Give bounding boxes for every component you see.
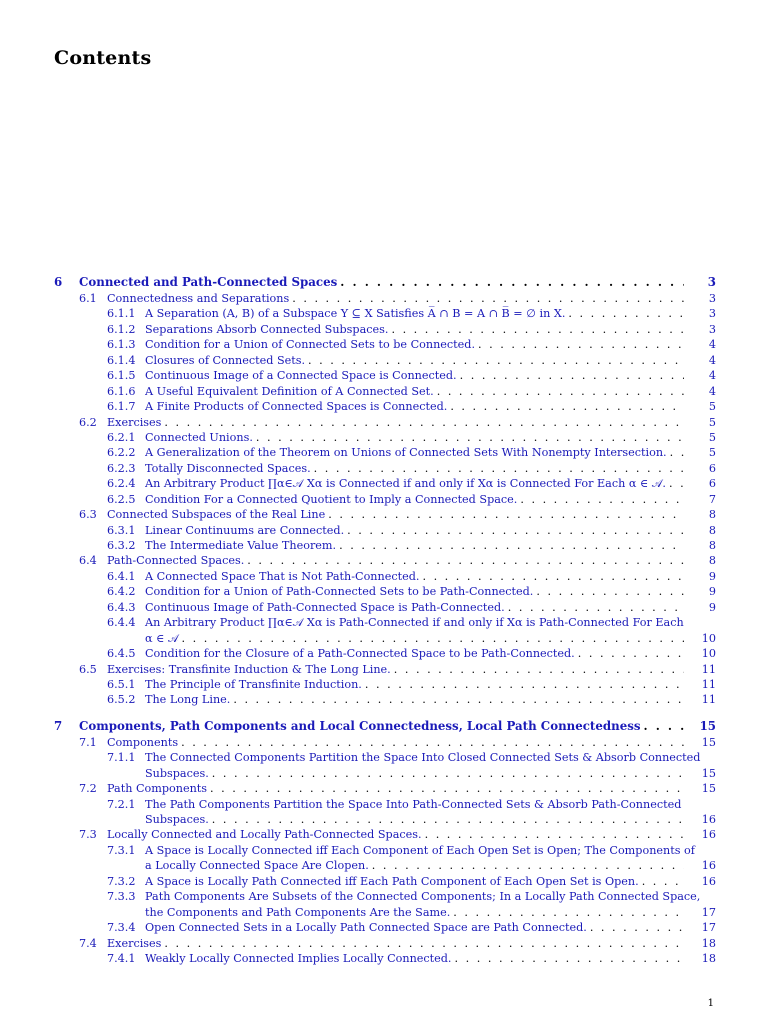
dot-leader (230, 692, 684, 707)
toc-subsection-entry[interactable] (0, 677, 768, 692)
toc-page-number[interactable]: 4 (708, 369, 716, 383)
toc-entry-number: 6.4.3 (107, 600, 136, 614)
toc-entry-number: 6.5.1 (107, 677, 136, 691)
toc-entry-number: 7.3 (79, 828, 97, 842)
toc-page-number[interactable]: 16 (701, 859, 716, 873)
toc-entry-line (145, 646, 684, 661)
toc-entry-number: 6.2 (79, 415, 97, 429)
toc-entry-number: 6.1.4 (107, 353, 136, 367)
toc-subsection-entry[interactable] (0, 920, 768, 935)
toc-page-number[interactable]: 8 (708, 539, 716, 552)
toc-page-number[interactable]: 16 (701, 828, 716, 842)
toc-entry-number: 6.1.1 (107, 307, 136, 321)
toc-entry-line (107, 415, 684, 430)
toc-subsection-entry[interactable] (0, 584, 768, 599)
toc-page-number[interactable]: 3 (708, 292, 716, 305)
toc-subsection-entry[interactable] (0, 569, 768, 584)
toc-entry-number: 6.2.4 (107, 477, 136, 491)
dot-leader (575, 646, 684, 661)
toc-page-number[interactable]: 16 (701, 813, 716, 826)
toc-section-entry[interactable] (0, 936, 768, 951)
toc-page-number[interactable]: 4 (708, 384, 716, 398)
toc-entry-line (145, 368, 684, 383)
toc-subsection-entry[interactable] (0, 399, 768, 414)
toc-entry-line (145, 430, 684, 445)
toc-entry-link[interactable]: Weakly Locally Connected Implies Locally Connected. (145, 951, 452, 965)
toc-entry-link[interactable]: Condition for a Union of Connected Sets to be Connected. (145, 338, 476, 352)
toc-entry-link[interactable]: A Connected Space That is Not Path-Connected. (145, 569, 420, 583)
dot-leader (337, 274, 684, 291)
toc-entry-link[interactable]: Components (107, 735, 179, 749)
toc-page-number[interactable]: 11 (701, 693, 716, 707)
dot-leader (161, 936, 684, 951)
toc-entry-link[interactable]: Separations Absorb Connected Subspaces. (145, 322, 389, 336)
dot-leader (388, 322, 684, 337)
toc-entry-number: 7.4.1 (107, 951, 136, 965)
toc-page-number[interactable]: 4 (708, 353, 716, 367)
toc-page-number[interactable]: 8 (708, 508, 716, 522)
toc-entry-line (145, 322, 684, 337)
dot-leader (207, 781, 684, 796)
dot-leader (179, 631, 684, 646)
toc-entry-line (107, 662, 684, 677)
toc-entry-continuation[interactable] (0, 631, 768, 646)
toc-subsection-entry[interactable] (0, 476, 768, 491)
toc-entry-line (145, 353, 684, 368)
dot-leader (450, 905, 684, 920)
toc-entry-link[interactable]: Exercises: Transfinite Induction & The Long Line. (107, 662, 391, 676)
toc-entry-link[interactable]: Condition For a Connected Quotient to Imply a Connected Space. (145, 492, 518, 506)
toc-page-number[interactable]: 5 (708, 400, 716, 414)
toc-subsection-entry[interactable] (0, 843, 768, 858)
toc-entry-number: 6.3 (79, 508, 97, 522)
toc-page-number[interactable]: 3 (707, 275, 716, 289)
toc-entry-link[interactable]: Exercises (107, 415, 162, 429)
toc-entry-line (145, 337, 684, 352)
toc-entry-number: 6.5.2 (107, 693, 136, 707)
dot-leader (505, 600, 684, 615)
toc-entry-line (107, 735, 684, 750)
toc-page-number[interactable]: 11 (701, 662, 716, 676)
toc-page-number[interactable]: 18 (701, 951, 716, 965)
toc-entry-line (145, 538, 684, 553)
toc-subsection-entry[interactable] (0, 600, 768, 615)
toc-entry-link[interactable]: a Locally Connected Space Are Clopen. (145, 859, 369, 873)
toc-page-number[interactable]: 17 (701, 905, 716, 919)
toc-page-number[interactable]: 4 (708, 338, 716, 352)
toc-entry-link[interactable]: An Arbitrary Product ∏α∈𝒜 Xα is Path-Connected if and only if Xα is Path-Connected For Each (145, 616, 684, 630)
toc-entry-line (107, 936, 684, 951)
toc-entry-number: 7 (54, 718, 63, 733)
toc-entry-number: 6.1.6 (107, 384, 136, 398)
toc-entry-link[interactable]: A Space is Locally Connected iff Each Component of Each Open Set is Open; The Components of (145, 843, 695, 857)
toc-entry-number: 7.2.1 (107, 797, 136, 811)
toc-entry-number: 6.1.5 (107, 369, 136, 383)
dot-leader (475, 337, 684, 352)
toc-subsection-entry[interactable] (0, 797, 768, 812)
toc-entry-number: 6.1.7 (107, 400, 136, 414)
dot-leader (452, 951, 685, 966)
toc-entry-number: 6.4.2 (107, 585, 136, 599)
toc-entry-link[interactable]: Totally Disconnected Spaces. (145, 461, 311, 475)
toc-page-number[interactable]: 15 (701, 782, 716, 796)
dot-leader (587, 920, 684, 935)
toc-entry-line (145, 631, 684, 646)
toc-entry-number: 7.3.2 (107, 874, 136, 888)
toc-entry-line (107, 781, 684, 796)
dot-leader (305, 353, 684, 368)
toc-entry-number: 7.2 (79, 782, 97, 796)
toc-entry-link[interactable]: Continuous Image of a Connected Space is Connected. (145, 369, 457, 383)
toc-page-number[interactable]: 8 (708, 523, 716, 537)
toc-page-number[interactable]: 15 (701, 735, 716, 749)
toc-entry-link[interactable]: The Principle of Transfinite Induction. (145, 677, 362, 691)
toc-entry-link[interactable]: Locally Connected and Locally Path-Connected Spaces. (107, 828, 422, 842)
toc-page-number[interactable]: 10 (701, 647, 716, 661)
toc-page-number[interactable]: 5 (708, 430, 716, 444)
toc-entry-line (107, 827, 684, 842)
dot-leader (289, 291, 684, 306)
toc-entry-number: 7.3.4 (107, 921, 136, 935)
toc-chapter-entry[interactable] (0, 274, 768, 291)
table-of-contents (0, 274, 768, 966)
dot-leader (565, 306, 684, 321)
toc-entry-line (145, 874, 684, 889)
toc-entry-line (145, 523, 684, 538)
dot-leader (639, 874, 684, 889)
toc-entry-number: 7.4 (79, 936, 97, 950)
toc-entry-number: 6.1.2 (107, 322, 136, 336)
dot-leader (209, 766, 684, 781)
toc-entry-line (145, 399, 684, 414)
toc-entry-line (145, 905, 684, 920)
toc-entry-line (145, 461, 684, 476)
toc-entry-link[interactable]: Subspaces. (145, 766, 209, 780)
toc-entry-link[interactable]: Condition for a Union of Path-Connected Sets to be Path-Connected. (145, 585, 534, 599)
dot-leader (447, 399, 684, 414)
dot-leader (666, 476, 684, 491)
toc-entry-continuation[interactable] (0, 766, 768, 781)
toc-page-number[interactable]: 15 (701, 766, 716, 780)
toc-entry-link[interactable]: Open Connected Sets in a Locally Path Connected Space are Path Connected. (145, 921, 587, 935)
toc-entry-line (145, 569, 684, 584)
toc-page-number[interactable]: 9 (708, 569, 716, 583)
toc-subsection-entry[interactable] (0, 874, 768, 889)
toc-entry-number: 6.4.4 (107, 616, 136, 630)
dot-leader (336, 538, 684, 553)
toc-page-number[interactable]: 10 (701, 631, 716, 645)
toc-page-number[interactable]: 5 (708, 446, 716, 460)
toc-entry-link[interactable]: the Components and Path Components Are the Same. (145, 905, 451, 919)
toc-entry-number: 6.2.3 (107, 461, 136, 475)
toc-entry-number: 7.3.1 (107, 843, 136, 857)
toc-entry-number: 7.1 (79, 735, 97, 749)
toc-entry-link[interactable]: The Long Line. (145, 693, 231, 707)
toc-section-entry[interactable] (0, 735, 768, 750)
toc-page-number[interactable]: 6 (708, 461, 716, 475)
toc-section-entry[interactable] (0, 662, 768, 677)
dot-leader (517, 492, 684, 507)
toc-entry-link[interactable]: Components, Path Components and Local Connectedness, Local Path Connectedness (79, 718, 641, 733)
toc-entry-link[interactable]: An Arbitrary Product ∏α∈𝒜 Xα is Connected if and only if Xα is Connected For Each α ∈ 𝒜. (145, 477, 666, 491)
dot-leader (344, 523, 684, 538)
dot-leader (533, 584, 684, 599)
toc-entry-number: 6.3.2 (107, 539, 136, 552)
toc-subsection-entry[interactable] (0, 306, 768, 321)
toc-entry-number: 6.1 (79, 292, 97, 305)
toc-entry-link[interactable]: A Generalization of the Theorem on Unions of Connected Sets With Nonempty Intersection. (145, 446, 667, 460)
toc-entry-line (145, 812, 684, 827)
toc-entry-line (145, 692, 684, 707)
toc-subsection-entry[interactable] (0, 615, 768, 630)
toc-entry-number: 6.4 (79, 554, 97, 568)
toc-page-number[interactable]: 11 (701, 677, 716, 691)
toc-section-entry[interactable] (0, 507, 768, 522)
dot-leader (369, 858, 684, 873)
dot-leader (391, 662, 684, 677)
toc-entry-link[interactable]: α ∈ 𝒜 (145, 631, 179, 645)
toc-page-number[interactable]: 9 (708, 585, 716, 599)
dot-leader (667, 445, 684, 460)
toc-section-entry[interactable] (0, 291, 768, 306)
dot-leader (457, 368, 684, 383)
toc-entry-number: 7.1.1 (107, 751, 136, 765)
dot-leader (419, 569, 684, 584)
toc-entry-line (145, 858, 684, 873)
toc-entry-continuation[interactable] (0, 905, 768, 920)
toc-section-entry[interactable] (0, 553, 768, 568)
dot-leader (253, 430, 684, 445)
toc-entry-number: 6.2.2 (107, 446, 136, 460)
toc-entry-link[interactable]: The Connected Components Partition the Space Into Closed Connected Sets & Absorb Connected (145, 751, 701, 765)
dot-leader (325, 507, 684, 522)
toc-entry-link[interactable]: Linear Continuums are Connected. (145, 523, 345, 537)
toc-subsection-entry[interactable] (0, 384, 768, 399)
toc-entry-line (145, 384, 684, 399)
toc-page-number[interactable]: 17 (701, 921, 716, 935)
toc-section-entry[interactable] (0, 415, 768, 430)
toc-subsection-entry[interactable] (0, 951, 768, 966)
toc-subsection-entry[interactable] (0, 692, 768, 707)
toc-subsection-entry[interactable] (0, 445, 768, 460)
toc-entry-line (145, 584, 684, 599)
toc-entry-number: 6.3.1 (107, 523, 136, 537)
dot-leader (434, 384, 684, 399)
toc-entry-link[interactable]: A Space is Locally Path Connected iff Each Path Component of Each Open Set is Open. (145, 874, 639, 888)
toc-subsection-entry[interactable] (0, 461, 768, 476)
dot-leader (311, 461, 684, 476)
dot-leader (244, 553, 684, 568)
toc-entry-link[interactable]: A Finite Products of Connected Spaces is Connected. (145, 400, 448, 414)
toc-page-number[interactable]: 6 (708, 477, 716, 491)
toc-entry-line (107, 507, 684, 522)
toc-entry-number: 7.3.3 (107, 890, 136, 904)
toc-subsection-entry[interactable] (0, 337, 768, 352)
toc-page-number[interactable]: 3 (708, 307, 716, 321)
toc-page-number[interactable]: 7 (708, 492, 716, 506)
toc-entry-line (107, 553, 684, 568)
toc-entry-link[interactable]: Closures of Connected Sets. (145, 353, 306, 367)
toc-subsection-entry[interactable] (0, 523, 768, 538)
dot-leader (640, 718, 684, 735)
toc-entry-link[interactable]: Path Components (107, 782, 208, 796)
toc-entry-link[interactable]: Continuous Image of Path-Connected Space is Path-Connected. (145, 600, 505, 614)
dot-leader (161, 415, 684, 430)
toc-entry-line (145, 920, 684, 935)
toc-page-number[interactable]: 15 (699, 718, 716, 733)
toc-page-number[interactable]: 16 (701, 874, 716, 888)
toc-entry-number: 6.4.1 (107, 569, 136, 583)
toc-entry-continuation[interactable] (0, 858, 768, 873)
toc-entry-number: 6.4.5 (107, 647, 136, 661)
dot-leader (209, 812, 684, 827)
toc-subsection-entry[interactable] (0, 646, 768, 661)
toc-entry-line (145, 677, 684, 692)
toc-entry-line (145, 306, 684, 321)
toc-entry-number: 6.1.3 (107, 338, 136, 352)
toc-page-number[interactable]: 5 (708, 415, 716, 429)
toc-entry-link[interactable]: Subspaces. (145, 813, 209, 826)
toc-entry-line (145, 600, 684, 615)
toc-entry-number: 6.2.1 (107, 430, 136, 444)
toc-page-number[interactable]: 3 (708, 322, 716, 336)
toc-subsection-entry[interactable] (0, 430, 768, 445)
page-title: Contents (54, 47, 152, 69)
dot-leader (362, 677, 684, 692)
toc-entry-number: 6.5 (79, 662, 97, 676)
dot-leader (422, 827, 684, 842)
toc-subsection-entry[interactable] (0, 322, 768, 337)
toc-entry-number: 6.2.5 (107, 492, 136, 506)
toc-entry-link[interactable]: Connected Subspaces of the Real Line (107, 508, 326, 522)
toc-entry-link[interactable]: A Useful Equivalent Definition of A Connected Set. (145, 384, 434, 398)
toc-entry-link[interactable]: Condition for the Closure of a Path-Connected Space to be Path-Connected. (145, 647, 575, 661)
toc-entry-link[interactable]: Path Components Are Subsets of the Connected Components; In a Locally Path Connected Space, (145, 890, 701, 904)
toc-entry-line (79, 274, 684, 291)
toc-subsection-entry[interactable] (0, 492, 768, 507)
dot-leader (178, 735, 684, 750)
toc-entry-link[interactable]: The Intermediate Value Theorem. (145, 539, 337, 552)
toc-entry-line (107, 291, 684, 306)
page-number: 1 (707, 998, 714, 1009)
toc-entry-line (145, 951, 684, 966)
toc-entry-number: 6 (54, 275, 63, 289)
toc-subsection-entry[interactable] (0, 538, 768, 553)
toc-entry-link[interactable]: The Path Components Partition the Space Into Path-Connected Sets & Absorb Path-Connected (145, 797, 682, 811)
toc-entry-line (79, 718, 684, 735)
toc-entry-link[interactable]: Path-Connected Spaces. (107, 554, 245, 568)
toc-entry-line (145, 476, 684, 491)
toc-subsection-entry[interactable] (0, 368, 768, 383)
toc-page-number[interactable]: 9 (708, 600, 716, 614)
toc-entry-link[interactable]: Exercises (107, 936, 162, 950)
toc-section-entry[interactable] (0, 827, 768, 842)
toc-entry-link[interactable]: A Separation (A, B) of a Subspace Y ⊆ X Satisfies A̅ ∩ B = A ∩ B̅ = ∅ in X. (145, 307, 566, 321)
toc-entry-line (145, 766, 684, 781)
toc-subsection-entry[interactable] (0, 353, 768, 368)
toc-entry-line (145, 445, 684, 460)
toc-page-number[interactable]: 18 (701, 936, 716, 950)
toc-chapter-entry[interactable] (0, 718, 768, 735)
toc-page-number[interactable]: 8 (708, 554, 716, 568)
toc-entry-continuation[interactable] (0, 812, 768, 827)
toc-entry-link[interactable]: Connected Unions. (145, 430, 253, 444)
toc-entry-link[interactable]: Connectedness and Separations (107, 292, 290, 305)
toc-subsection-entry[interactable] (0, 750, 768, 765)
toc-section-entry[interactable] (0, 781, 768, 796)
toc-subsection-entry[interactable] (0, 889, 768, 904)
toc-entry-line (145, 492, 684, 507)
toc-entry-link[interactable]: Connected and Path-Connected Spaces (79, 275, 338, 289)
